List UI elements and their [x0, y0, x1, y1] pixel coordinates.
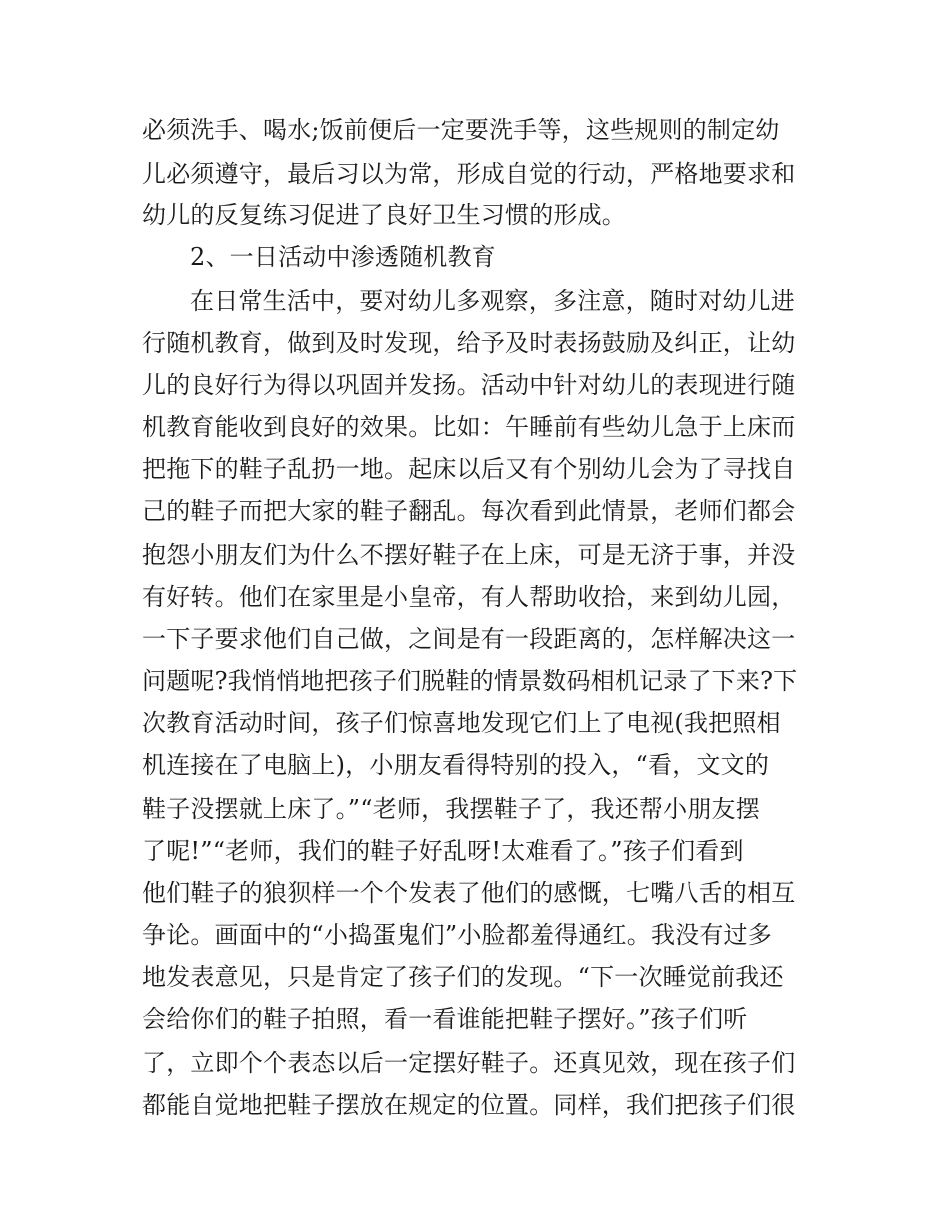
text-line: 会给你们的鞋子拍照，看一看谁能把鞋子摆好。”孩子们听 [142, 1005, 748, 1033]
section-heading: 2、一日活动中渗透随机教育 [190, 243, 496, 271]
text-line: 儿必须遵守，最后习以为常，形成自觉的行动，严格地要求和 [142, 160, 796, 188]
text-line: 了，立即个个表态以后一定摆好鞋子。还真见效，现在孩子们 [142, 1049, 796, 1077]
text-line: 问题呢?我悄悄地把孩子们脱鞋的情景数码相机记录了下来?下 [142, 667, 798, 695]
text-line: 一下子要求他们自己做，之间是有一段距离的，怎样解决这一 [142, 625, 796, 653]
text-line: 他们鞋子的狼狈样一个个发表了他们的感慨，七嘴八舌的相互 [142, 879, 796, 907]
text-line: 都能自觉地把鞋子摆放在规定的位置。同样，我们把孩子们很 [142, 1091, 796, 1119]
text-line: 把拖下的鞋子乱扔一地。起床以后又有个别幼儿会为了寻找自 [142, 455, 796, 483]
text-line: 幼儿的反复练习促进了良好卫生习惯的形成。 [142, 201, 626, 229]
text-line: 行随机教育，做到及时发现，给予及时表扬鼓励及纠正，让幼 [142, 329, 796, 357]
text-line: 次教育活动时间，孩子们惊喜地发现它们上了电视(我把照相 [142, 709, 781, 737]
text-line: 在日常生活中，要对幼儿多观察，多注意，随时对幼儿进 [190, 287, 795, 315]
text-line: 争论。画面中的“小捣蛋鬼们”小脸都羞得通红。我没有过多 [142, 921, 772, 949]
text-line: 己的鞋子而把大家的鞋子翻乱。每次看到此情景，老师们都会 [142, 497, 796, 525]
text-line: 地发表意见，只是肯定了孩子们的发现。“下一次睡觉前我还 [142, 963, 784, 991]
text-line: 必须洗手、喝水;饭前便后一定要洗手等，这些规则的制定幼 [142, 116, 780, 144]
text-line: 了呢!”“老师，我们的鞋子好乱呀!太难看了。”孩子们看到 [142, 837, 744, 865]
text-line: 抱怨小朋友们为什么不摆好鞋子在上床，可是无济于事，并没 [142, 541, 796, 569]
text-line: 机连接在了电脑上)，小朋友看得特别的投入，“看，文文的 [142, 751, 770, 779]
text-line: 有好转。他们在家里是小皇帝，有人帮助收拾，来到幼儿园， [142, 583, 796, 611]
text-line: 机教育能收到良好的效果。比如：午睡前有些幼儿急于上床而 [142, 413, 796, 441]
text-line: 儿的良好行为得以巩固并发扬。活动中针对幼儿的表现进行随 [142, 371, 796, 399]
text-line: 鞋子没摆就上床了。”“老师，我摆鞋子了，我还帮小朋友摆 [142, 795, 760, 823]
